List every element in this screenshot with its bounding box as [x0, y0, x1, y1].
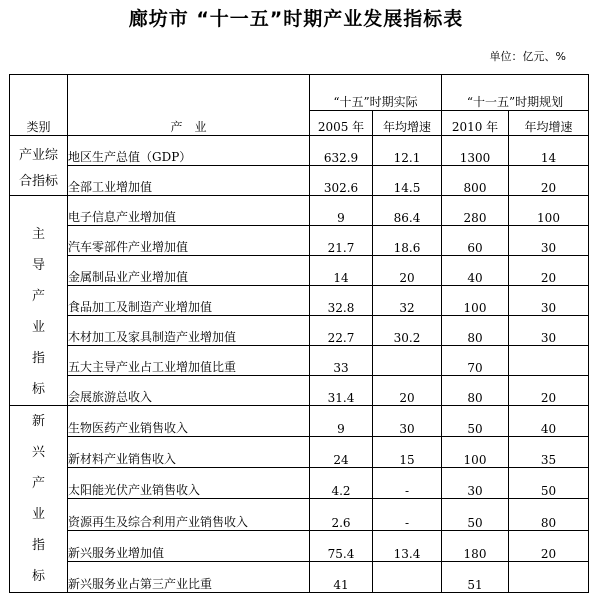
- value-2005: 32.8: [310, 286, 373, 316]
- header-growth-actual: 年均增速: [373, 111, 442, 136]
- header-plan-group: “十一五”时期规划: [442, 75, 589, 111]
- indicator-name: 电子信息产业增加值: [68, 196, 310, 226]
- growth-plan: 30: [509, 286, 589, 316]
- category-char: 兴: [31, 445, 45, 460]
- growth-plan: 20: [509, 376, 589, 406]
- growth-actual: 12.1: [373, 136, 442, 166]
- growth-actual: 32: [373, 286, 442, 316]
- category-char: 标: [31, 382, 45, 397]
- value-2005: 41: [310, 561, 373, 592]
- value-2010: 60: [442, 226, 509, 256]
- table-row: [10, 376, 589, 406]
- growth-plan: 20: [509, 256, 589, 286]
- growth-actual: 18.6: [373, 226, 442, 256]
- value-2010: 800: [442, 166, 509, 196]
- category-cell: [10, 406, 68, 593]
- value-2010: 40: [442, 256, 509, 286]
- indicator-name: 汽车零部件产业增加值: [68, 226, 310, 256]
- header-industry: 产 业: [68, 75, 310, 136]
- indicator-name: 会展旅游总收入: [68, 376, 310, 406]
- table-row: [10, 196, 589, 226]
- page-title: 廊坊市 “十一五”时期产业发展指标表: [128, 8, 464, 30]
- growth-plan: 30: [509, 316, 589, 346]
- value-2005: 9: [310, 196, 373, 226]
- value-2005: 14: [310, 256, 373, 286]
- value-2010: 80: [442, 376, 509, 406]
- value-2005: 9: [310, 406, 373, 437]
- indicator-name: 全部工业增加值: [68, 166, 310, 196]
- value-2010: 70: [442, 346, 509, 376]
- table-row: [10, 316, 589, 346]
- unit-note: 单位：亿元、%: [489, 50, 566, 63]
- header-year-2010: 2010 年: [442, 111, 509, 136]
- table-row: [10, 406, 589, 437]
- growth-actual: 20: [373, 376, 442, 406]
- category-char: 业: [31, 320, 45, 335]
- value-2010: 180: [442, 530, 509, 561]
- value-2010: 30: [442, 468, 509, 499]
- category-cell: [10, 136, 68, 196]
- indicator-name: 新兴服务业增加值: [68, 530, 310, 561]
- table-row: [10, 256, 589, 286]
- value-2010: 1300: [442, 136, 509, 166]
- growth-plan: 20: [509, 166, 589, 196]
- table-row: [10, 530, 589, 561]
- category-char: 导: [31, 258, 45, 273]
- table-row: [10, 226, 589, 256]
- value-2010: 50: [442, 406, 509, 437]
- growth-actual: 20: [373, 256, 442, 286]
- value-2005: 4.2: [310, 468, 373, 499]
- value-2005: 632.9: [310, 136, 373, 166]
- category-char: 产: [31, 289, 45, 304]
- growth-plan: 20: [509, 530, 589, 561]
- growth-plan: 30: [509, 226, 589, 256]
- table-row: [10, 468, 589, 499]
- value-2010: 51: [442, 561, 509, 592]
- indicator-name: 生物医药产业销售收入: [68, 406, 310, 437]
- header-growth-plan: 年均增速: [509, 111, 589, 136]
- table-row: [10, 437, 589, 468]
- table-row: [10, 499, 589, 530]
- value-2005: 21.7: [310, 226, 373, 256]
- value-2010: 100: [442, 286, 509, 316]
- category-char: 主: [31, 227, 45, 242]
- category-cell: [10, 196, 68, 406]
- growth-actual: 13.4: [373, 530, 442, 561]
- indicator-name: 五大主导产业占工业增加值比重: [68, 346, 310, 376]
- growth-actual: 86.4: [373, 196, 442, 226]
- growth-actual: [373, 346, 442, 376]
- category-char: 新: [31, 414, 45, 429]
- growth-plan: 50: [509, 468, 589, 499]
- value-2005: 2.6: [310, 499, 373, 530]
- category-char: 产: [31, 476, 45, 491]
- indicator-name: 木材加工及家具制造产业增加值: [68, 316, 310, 346]
- growth-actual: [373, 561, 442, 592]
- category-char: 指: [31, 538, 45, 553]
- value-2005: 22.7: [310, 316, 373, 346]
- category-char: 标: [31, 569, 45, 584]
- header-actual-group: “十五”时期实际: [310, 75, 442, 111]
- indicator-name: 新材料产业销售收入: [68, 437, 310, 468]
- header-category: 类别: [10, 75, 68, 136]
- growth-plan: 35: [509, 437, 589, 468]
- growth-plan: 100: [509, 196, 589, 226]
- category-char: 合指标: [18, 174, 58, 189]
- indicator-name: 太阳能光伏产业销售收入: [68, 468, 310, 499]
- indicator-name: 资源再生及综合利用产业销售收入: [68, 499, 310, 530]
- growth-actual: -: [373, 468, 442, 499]
- growth-plan: 14: [509, 136, 589, 166]
- table-row: [10, 136, 589, 166]
- value-2005: 302.6: [310, 166, 373, 196]
- growth-plan: [509, 561, 589, 592]
- growth-plan: 80: [509, 499, 589, 530]
- value-2005: 33: [310, 346, 373, 376]
- category-char: 业: [31, 507, 45, 522]
- category-char: 产业综: [18, 148, 58, 163]
- value-2010: 80: [442, 316, 509, 346]
- value-2010: 280: [442, 196, 509, 226]
- growth-actual: -: [373, 499, 442, 530]
- indicator-table: [9, 74, 589, 593]
- growth-plan: [509, 346, 589, 376]
- indicator-name: 食品加工及制造产业增加值: [68, 286, 310, 316]
- indicator-name: 地区生产总值（GDP）: [68, 136, 310, 166]
- value-2005: 75.4: [310, 530, 373, 561]
- indicator-name: 金属制品业产业增加值: [68, 256, 310, 286]
- growth-actual: 14.5: [373, 166, 442, 196]
- header-year-2005: 2005 年: [310, 111, 373, 136]
- table-row: [10, 346, 589, 376]
- table-row: [10, 286, 589, 316]
- value-2005: 31.4: [310, 376, 373, 406]
- value-2005: 24: [310, 437, 373, 468]
- growth-actual: 15: [373, 437, 442, 468]
- value-2010: 100: [442, 437, 509, 468]
- growth-plan: 40: [509, 406, 589, 437]
- value-2010: 50: [442, 499, 509, 530]
- category-char: 指: [31, 351, 45, 366]
- table-row: [10, 166, 589, 196]
- table-row: [10, 561, 589, 592]
- growth-actual: 30.2: [373, 316, 442, 346]
- growth-actual: 30: [373, 406, 442, 437]
- indicator-name: 新兴服务业占第三产业比重: [68, 561, 310, 592]
